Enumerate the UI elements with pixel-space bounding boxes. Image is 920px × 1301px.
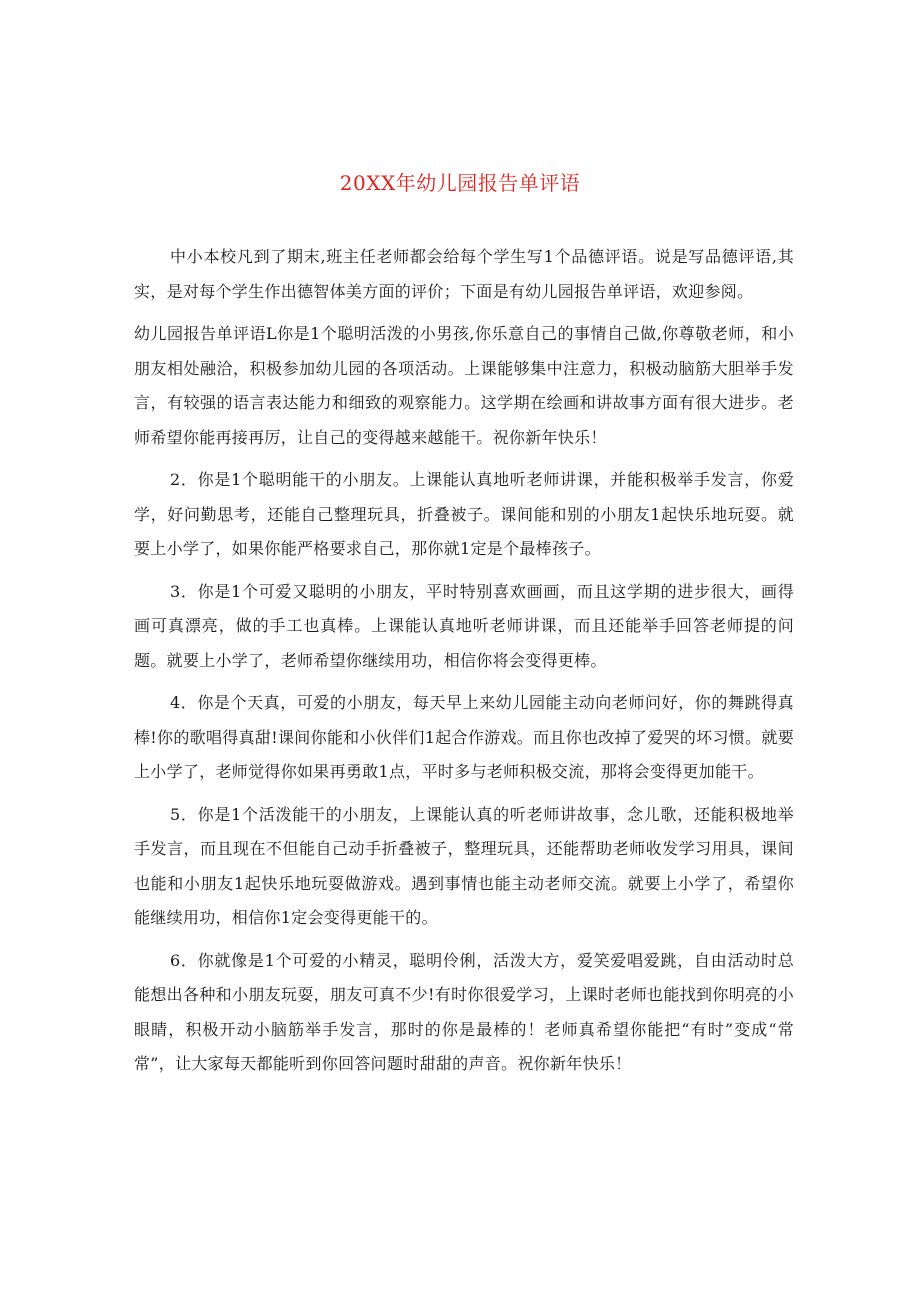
comment-paragraph-5: 5．你是1个活泼能干的小朋友，上课能认真的听老师讲故事，念儿歌，还能积极地举手发言，而且现在不但能自己动手折叠被子，整理玩具，还能帮助老师收发学习用具，课间也能和小朋友1起快乐地玩耍做游戏。遇到事情也能主动老师交流。就要上小学了，希望你能继续用功，相信你1定会变得更能干的。	[134, 804, 794, 927]
comment-paragraph-3: 3．你是1个可爱又聪明的小朋友，平时特别喜欢画画，而且这学期的进步很大，画得画可真漂亮，做的手工也真棒。上课能认真地听老师讲课，而且还能举手回答老师提的问题。就要上小学了，老师希望你继续用功，相信你将会变得更棒。	[134, 581, 794, 670]
comment-paragraph-2: 2．你是1个聪明能干的小朋友。上课能认真地听老师讲课，并能积极举手发言，你爱学，好问勤思考，还能自己整理玩具，折叠被子。课间能和别的小朋友1起快乐地玩耍。就要上小学了，如果你能严格要求自己，那你就1定是个最棒孩子。	[134, 470, 794, 558]
document-title: 20XX年幼儿园报告单评语	[339, 171, 581, 195]
comment-paragraph-1: 幼儿园报告单评语L你是1个聪明活泼的小男孩,你乐意自己的事情自己做,你尊敬老师，和小朋友相处融洽，积极参加幼儿园的各项活动。上课能够集中注意力，积极动脑筋大胆举手发言，有较强的语言表达能力和细致的观察能力。这学期在绘画和讲故事方面有很大进步。老师希望你能再接再厉，让自己的变得越来越能干。祝你新年快乐！	[134, 324, 794, 447]
document-body	[134, 240, 794, 1090]
comment-paragraph-4: 4．你是个天真，可爱的小朋友，每天早上来幼儿园能主动向老师问好，你的舞跳得真棒!你的歌唱得真甜!课间你能和小伙伴们1起合作游戏。而且你也改掉了爱哭的坏习惯。就要上小学了，老师觉得你如果再勇敢1点，平时多与老师积极交流，那将会变得更加能干。	[134, 693, 794, 781]
intro-paragraph: 中小本校凡到了期末,班主任老师都会给每个学生写1个品德评语。说是写品德评语,其实，是对每个学生作出德智体美方面的评价；下面是有幼儿园报告单评语，欢迎参阅。	[134, 247, 794, 301]
comment-paragraph-6: 6．你就像是1个可爱的小精灵，聪明伶俐，活泼大方，爱笑爱唱爱跳，自由活动时总能想出各种和小朋友玩耍，朋友可真不少!有时你很爱学习，上课时老师也能找到你明亮的小眼睛，积极开动小脑筋举手发言，那时的你是最棒的！老师真希望你能把“有时”变成“常常”，让大家每天都能听到你回答问题时甜甜的声音。祝你新年快乐！	[134, 950, 794, 1073]
